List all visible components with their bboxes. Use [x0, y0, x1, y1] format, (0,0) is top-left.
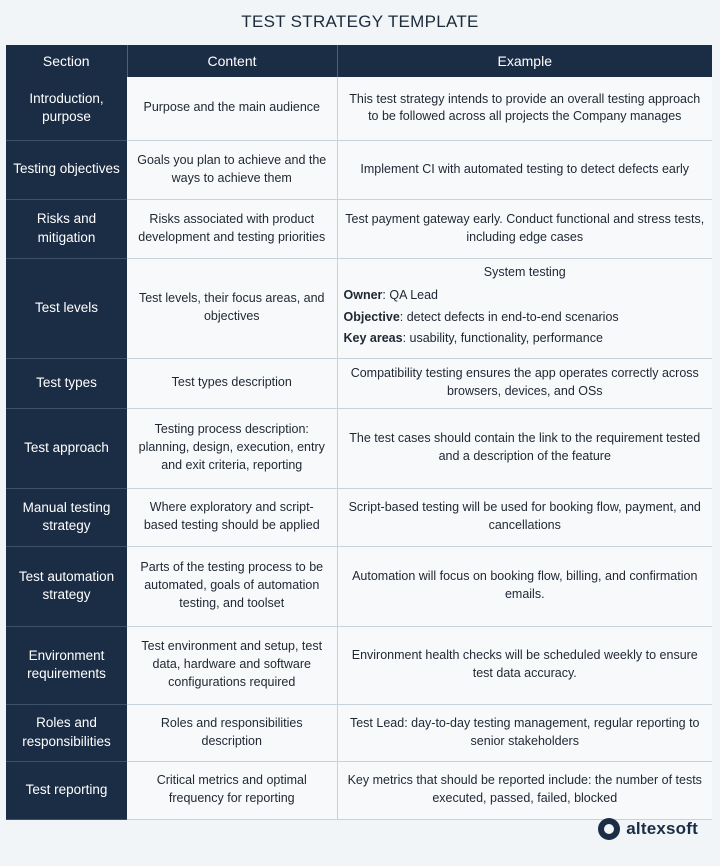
header-row — [6, 45, 712, 77]
example-cell: Automation will focus on booking flow, billing, and confirmation emails. — [337, 546, 712, 626]
table-row — [6, 199, 712, 258]
column-header-content: Content — [127, 45, 337, 77]
content-cell: Test levels, their focus areas, and objectives — [127, 258, 337, 358]
owner-value: : QA Lead — [382, 287, 439, 302]
section-cell: Environment requirements — [6, 626, 127, 704]
owner-line — [344, 287, 707, 305]
example-cell: The test cases should contain the link to the requirement tested and a description of the feature — [337, 408, 712, 488]
section-cell: Test automation strategy — [6, 546, 127, 626]
altexsoft-logo-icon — [598, 818, 620, 840]
objective-line — [344, 309, 707, 327]
table-row — [6, 408, 712, 488]
content-cell: Testing process description: planning, design, execution, entry and exit criteria, reporting — [127, 408, 337, 488]
example-cell: Compatibility testing ensures the app operates correctly across browsers, devices, and OSs — [337, 358, 712, 408]
table-row — [6, 546, 712, 626]
table-row — [6, 140, 712, 199]
table-row — [6, 704, 712, 761]
content-cell: Purpose and the main audience — [127, 77, 337, 140]
altexsoft-logo — [598, 818, 698, 840]
key-areas-line — [344, 330, 707, 348]
column-header-example: Example — [337, 45, 712, 77]
section-cell: Test types — [6, 358, 127, 408]
content-cell: Test environment and setup, test data, hardware and software configurations required — [127, 626, 337, 704]
example-cell: Script-based testing will be used for booking flow, payment, and cancellations — [337, 488, 712, 546]
page-title: TEST STRATEGY TEMPLATE — [241, 12, 479, 31]
example-cell: This test strategy intends to provide an overall testing approach to be followed across all projects the Company manages — [337, 77, 712, 140]
table-row — [6, 258, 712, 358]
table-row — [6, 761, 712, 819]
objective-label: Objective — [343, 309, 400, 324]
example-cell: Key metrics that should be reported include: the number of tests executed, passed, failed, blocked — [337, 761, 712, 819]
test-levels-example — [344, 264, 707, 348]
example-cell-test-levels — [337, 258, 712, 358]
content-cell: Where exploratory and script-based testing should be applied — [127, 488, 337, 546]
section-cell: Roles and responsibilities — [6, 704, 127, 761]
content-cell: Goals you plan to achieve and the ways to achieve them — [127, 140, 337, 199]
owner-label: Owner — [343, 287, 383, 302]
key-areas-label: Key areas — [343, 331, 403, 346]
table-row — [6, 358, 712, 408]
content-cell: Test types description — [127, 358, 337, 408]
table-row — [6, 488, 712, 546]
section-cell: Manual testing strategy — [6, 488, 127, 546]
content-cell: Critical metrics and optimal frequency for reporting — [127, 761, 337, 819]
table-row — [6, 626, 712, 704]
section-cell: Testing objectives — [6, 140, 127, 199]
logo-text: altexsoft — [626, 819, 698, 838]
objective-value: : detect defects in end-to-end scenarios — [399, 309, 619, 324]
content-cell: Parts of the testing process to be automated, goals of automation testing, and toolset — [127, 546, 337, 626]
strategy-table — [6, 45, 712, 820]
test-levels-heading: System testing — [483, 265, 566, 279]
content-cell: Risks associated with product development and testing priorities — [127, 199, 337, 258]
section-cell: Test levels — [6, 258, 127, 358]
example-cell: Test Lead: day-to-day testing management, regular reporting to senior stakeholders — [337, 704, 712, 761]
content-cell: Roles and responsibilities description — [127, 704, 337, 761]
section-cell: Test reporting — [6, 761, 127, 819]
section-cell: Introduction, purpose — [6, 77, 127, 140]
example-cell: Implement CI with automated testing to detect defects early — [337, 140, 712, 199]
key-areas-value: : usability, functionality, performance — [402, 331, 603, 346]
section-cell: Risks and mitigation — [6, 199, 127, 258]
column-header-section: Section — [6, 45, 127, 77]
table-row — [6, 77, 712, 140]
example-cell: Test payment gateway early. Conduct functional and stress tests, including edge cases — [337, 199, 712, 258]
section-cell: Test approach — [6, 408, 127, 488]
example-cell: Environment health checks will be scheduled weekly to ensure test data accuracy. — [337, 626, 712, 704]
